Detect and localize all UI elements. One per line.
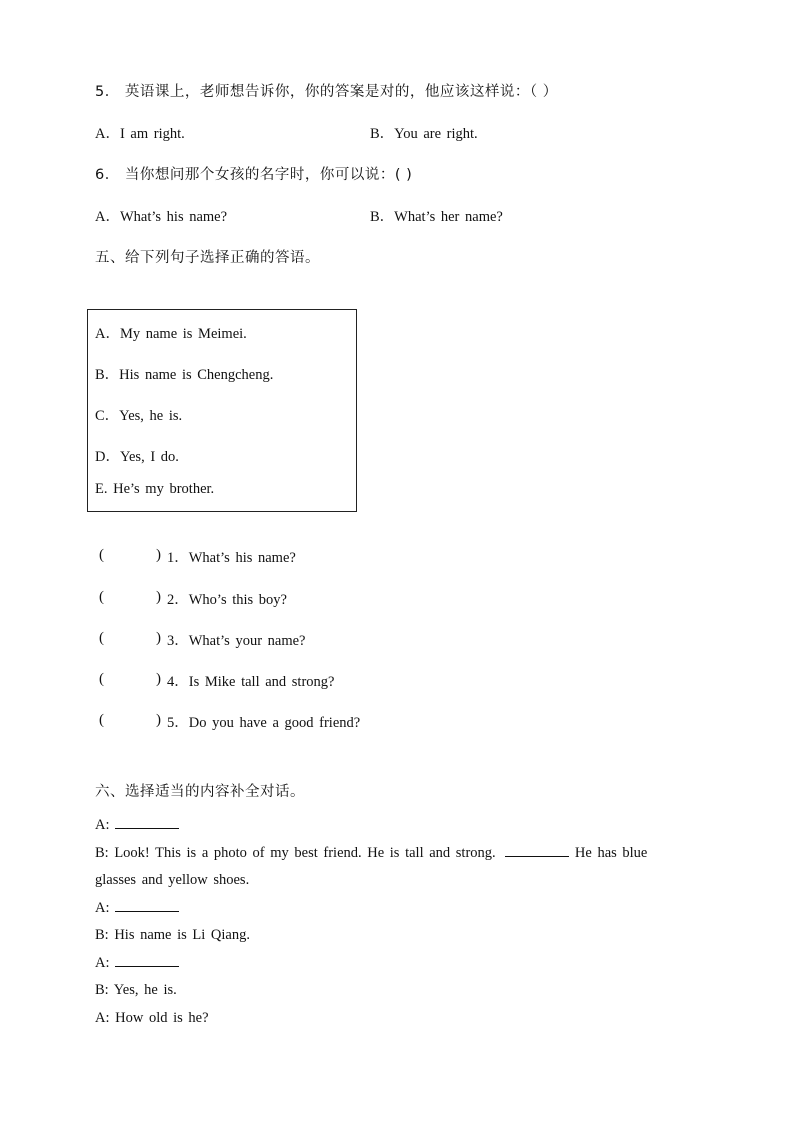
answer-option-a: A．My name is Meimei. [95,326,247,342]
dialog-line-3: glasses and yellow shoes. [95,872,250,888]
dialog-line-8: A: How old is he? [95,1010,209,1026]
question-6-stem: 6． 当你想问那个女孩的名字时，你可以说：( ) [95,167,413,183]
answer-blank-close-3: ) [156,630,161,646]
dialog-blank-1[interactable] [115,816,179,829]
dialog-line-6 [95,954,179,972]
answer-option-b: B．His name is Chengcheng. [95,367,274,383]
answer-option-c: C．Yes, he is. [95,408,183,424]
dialog-line-4 [95,899,179,917]
match-question-5: 5．Do you have a good friend? [167,715,361,731]
answer-blank-open-5[interactable]: ( [99,712,104,728]
question-5-option-a[interactable]: A．I am right. [95,126,185,142]
answer-blank-close-4: ) [156,671,161,687]
dialog-line-2-text: B: Look! This is a photo of my best friend. He is tall and strong. [95,845,496,861]
question-5-stem: 5． 英语课上，老师想告诉你，你的答案是对的，他应该这样说：（ ） [95,84,558,100]
dialog-line-2 [95,844,647,862]
answer-blank-close-1: ) [156,547,161,563]
answer-blank-open-1[interactable]: ( [99,547,104,563]
match-question-4: 4．Is Mike tall and strong? [167,674,335,690]
dialog-line-1 [95,816,179,834]
match-question-1: 1．What’s his name? [167,550,296,566]
match-question-2: 2．Who’s this boy? [167,592,287,608]
answer-blank-close-5: ) [156,712,161,728]
answer-blank-open-4[interactable]: ( [99,671,104,687]
dialog-blank-4[interactable] [115,954,179,967]
dialog-speaker-a: A: [95,900,110,916]
question-6-option-b[interactable]: B．What’s her name? [370,209,503,225]
question-5-option-b[interactable]: B．You are right. [370,126,478,142]
dialog-blank-2[interactable] [505,844,569,857]
section-6-heading: 六、选择适当的内容补全对话。 [95,784,305,800]
answer-blank-close-2: ) [156,589,161,605]
dialog-speaker-a: A: [95,817,110,833]
dialog-line-5: B: His name is Li Qiang. [95,927,250,943]
match-question-3: 3．What’s your name? [167,633,306,649]
dialog-blank-3[interactable] [115,899,179,912]
dialog-line-7: B: Yes, he is. [95,982,177,998]
answer-blank-open-3[interactable]: ( [99,630,104,646]
answer-option-e: E. He’s my brother. [95,481,215,497]
section-5-heading: 五、给下列句子选择正确的答语。 [95,250,320,266]
answer-blank-open-2[interactable]: ( [99,589,104,605]
question-6-option-a[interactable]: A．What’s his name? [95,209,228,225]
dialog-speaker-a: A: [95,955,110,971]
dialog-line-2-tail: He has blue [574,845,648,861]
answer-option-d: D．Yes, I do. [95,449,179,465]
